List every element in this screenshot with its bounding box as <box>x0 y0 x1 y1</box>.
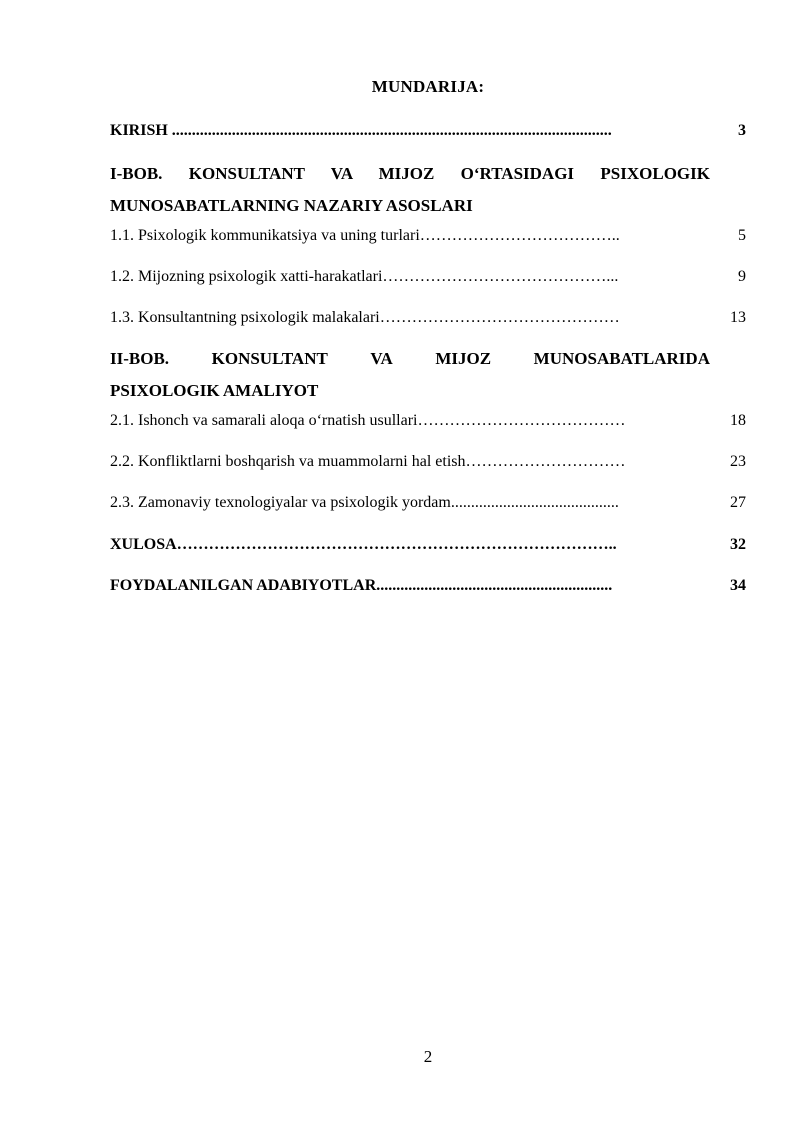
chapter-word: VA <box>370 349 393 368</box>
toc-entry-page: 32 <box>730 536 746 553</box>
toc-entry-intro[interactable] <box>110 120 746 142</box>
chapter-word: MIJOZ <box>435 349 492 368</box>
toc-chapter-1[interactable] <box>110 158 710 222</box>
toc-entry-references[interactable] <box>110 575 746 597</box>
toc-entry-2-1[interactable] <box>110 410 746 432</box>
toc-entry-2-3[interactable] <box>110 492 746 514</box>
toc-entry-page: 5 <box>738 227 746 244</box>
chapter-title-line: PSIXOLOGIK AMALIYOT <box>110 381 319 400</box>
toc-entry-1-1[interactable] <box>110 225 746 247</box>
chapter-title-line: I-BOB. KONSULTANT VA MIJOZ O‘RTASIDAGI PSIXOLOGIK <box>110 164 710 183</box>
toc-entry-label: 2.2. Konfliktlarni boshqarish va muammolarni hal etish………………………… <box>110 453 626 470</box>
toc-entry-page: 23 <box>730 453 746 470</box>
toc-entry-label: 1.1. Psixologik kommunikatsiya va uning turlari……………………………….. <box>110 227 620 244</box>
toc-entry-page: 9 <box>738 268 746 285</box>
toc-entry-page: 3 <box>738 122 746 139</box>
toc-entry-conclusion[interactable] <box>110 534 746 556</box>
toc-entry-label: 1.3. Konsultantning psixologik malakalari……………………………………… <box>110 309 620 326</box>
toc-entry-label: 2.1. Ishonch va samarali aloqa o‘rnatish usullari………………………………… <box>110 412 626 429</box>
chapter-word: MUNOSABATLARIDA <box>533 349 710 368</box>
toc-entry-label: KIRISH .............................................................................................................. <box>110 122 612 139</box>
page-number: 2 <box>423 1047 433 1066</box>
toc-title: MUNDARIJA: <box>371 77 485 96</box>
chapter-word: KONSULTANT <box>211 349 328 368</box>
toc-entry-label: 1.2. Mijozning psixologik xatti-harakatlari……………………………………... <box>110 268 619 285</box>
chapter-word: II-BOB. <box>110 349 170 368</box>
toc-entry-label: FOYDALANILGAN ADABIYOTLAR........................................................... <box>110 577 613 594</box>
toc-entry-2-2[interactable] <box>110 451 746 473</box>
toc-entry-1-2[interactable] <box>110 266 746 288</box>
toc-entry-page: 18 <box>730 412 746 429</box>
toc-entry-page: 13 <box>730 309 746 326</box>
chapter-title-line <box>110 343 710 375</box>
toc-entry-page: 34 <box>730 577 746 594</box>
toc-entry-1-3[interactable] <box>110 307 746 329</box>
toc-entry-label: XULOSA……………………………………………………………………….. <box>110 536 617 553</box>
chapter-title-line: MUNOSABATLARNING NAZARIY ASOSLARI <box>110 196 473 215</box>
toc-entry-page: 27 <box>730 494 746 511</box>
toc-entry-label: 2.3. Zamonaviy texnologiyalar va psixologik yordam.......................................... <box>110 494 619 511</box>
toc-chapter-2[interactable] <box>110 343 710 407</box>
